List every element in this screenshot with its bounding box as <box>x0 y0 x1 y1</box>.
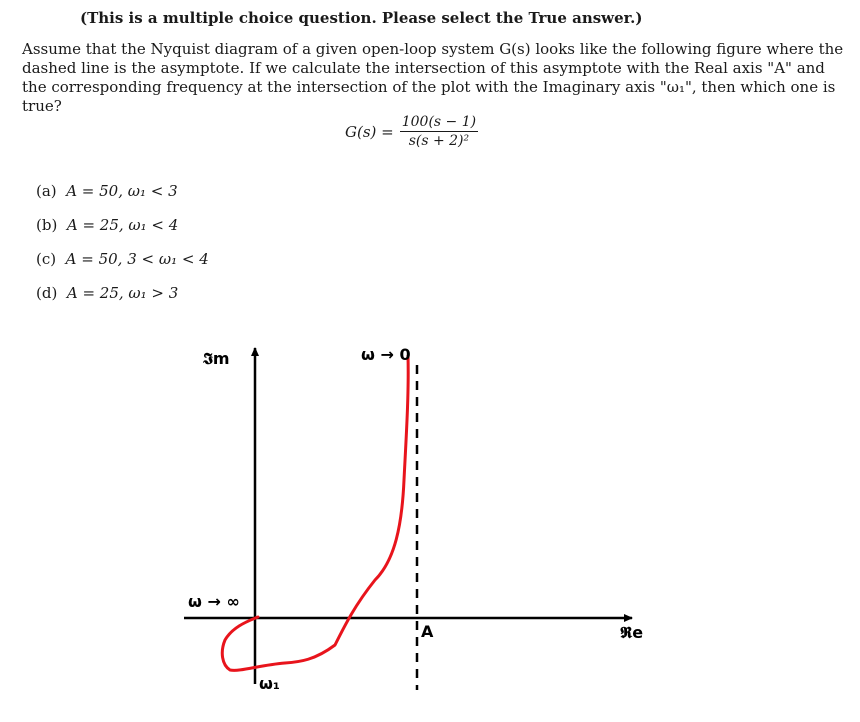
option-a-letter: (a) <box>36 182 57 200</box>
nyquist-curve <box>222 356 408 670</box>
option-b-text: A = 25, ω₁ < 4 <box>66 216 179 234</box>
paragraph-line-2: dashed line is the asymptote. If we calculate the intersection of this asymptote with the Real axis "A" and <box>22 59 825 77</box>
paragraph-line-1: Assume that the Nyquist diagram of a given open-loop system G(s) looks like the following figure where the <box>22 40 844 58</box>
option-c-text: A = 50, 3 < ω₁ < 4 <box>65 250 209 268</box>
imag-axis-label: 𝕴m <box>203 349 230 368</box>
equation-numerator: 100(s − 1) <box>401 114 477 130</box>
option-d-letter: (d) <box>36 284 58 302</box>
omega-1-label: ω₁ <box>259 674 280 693</box>
paragraph-line-4: true? <box>22 97 62 115</box>
equation-denominator: s(s + 2)² <box>408 133 470 149</box>
real-axis-label: 𝕽e <box>620 623 644 642</box>
omega-inf-label: ω → ∞ <box>188 592 240 611</box>
asymptote-label: A <box>421 622 434 641</box>
option-c-letter: (c) <box>36 250 57 268</box>
equation-lhs: G(s) = <box>345 122 394 141</box>
omega-zero-label: ω → 0 <box>361 345 411 364</box>
question-header-text: (This is a multiple choice question. Please select the True answer.) <box>80 9 643 27</box>
option-a-text: A = 50, ω₁ < 3 <box>66 182 178 200</box>
paragraph-line-3: the corresponding frequency at the intersection of the plot with the Imaginary axis "ω₁", then which one is <box>22 78 836 96</box>
option-d-text: A = 25, ω₁ > 3 <box>66 284 179 302</box>
option-b-letter: (b) <box>36 216 58 234</box>
